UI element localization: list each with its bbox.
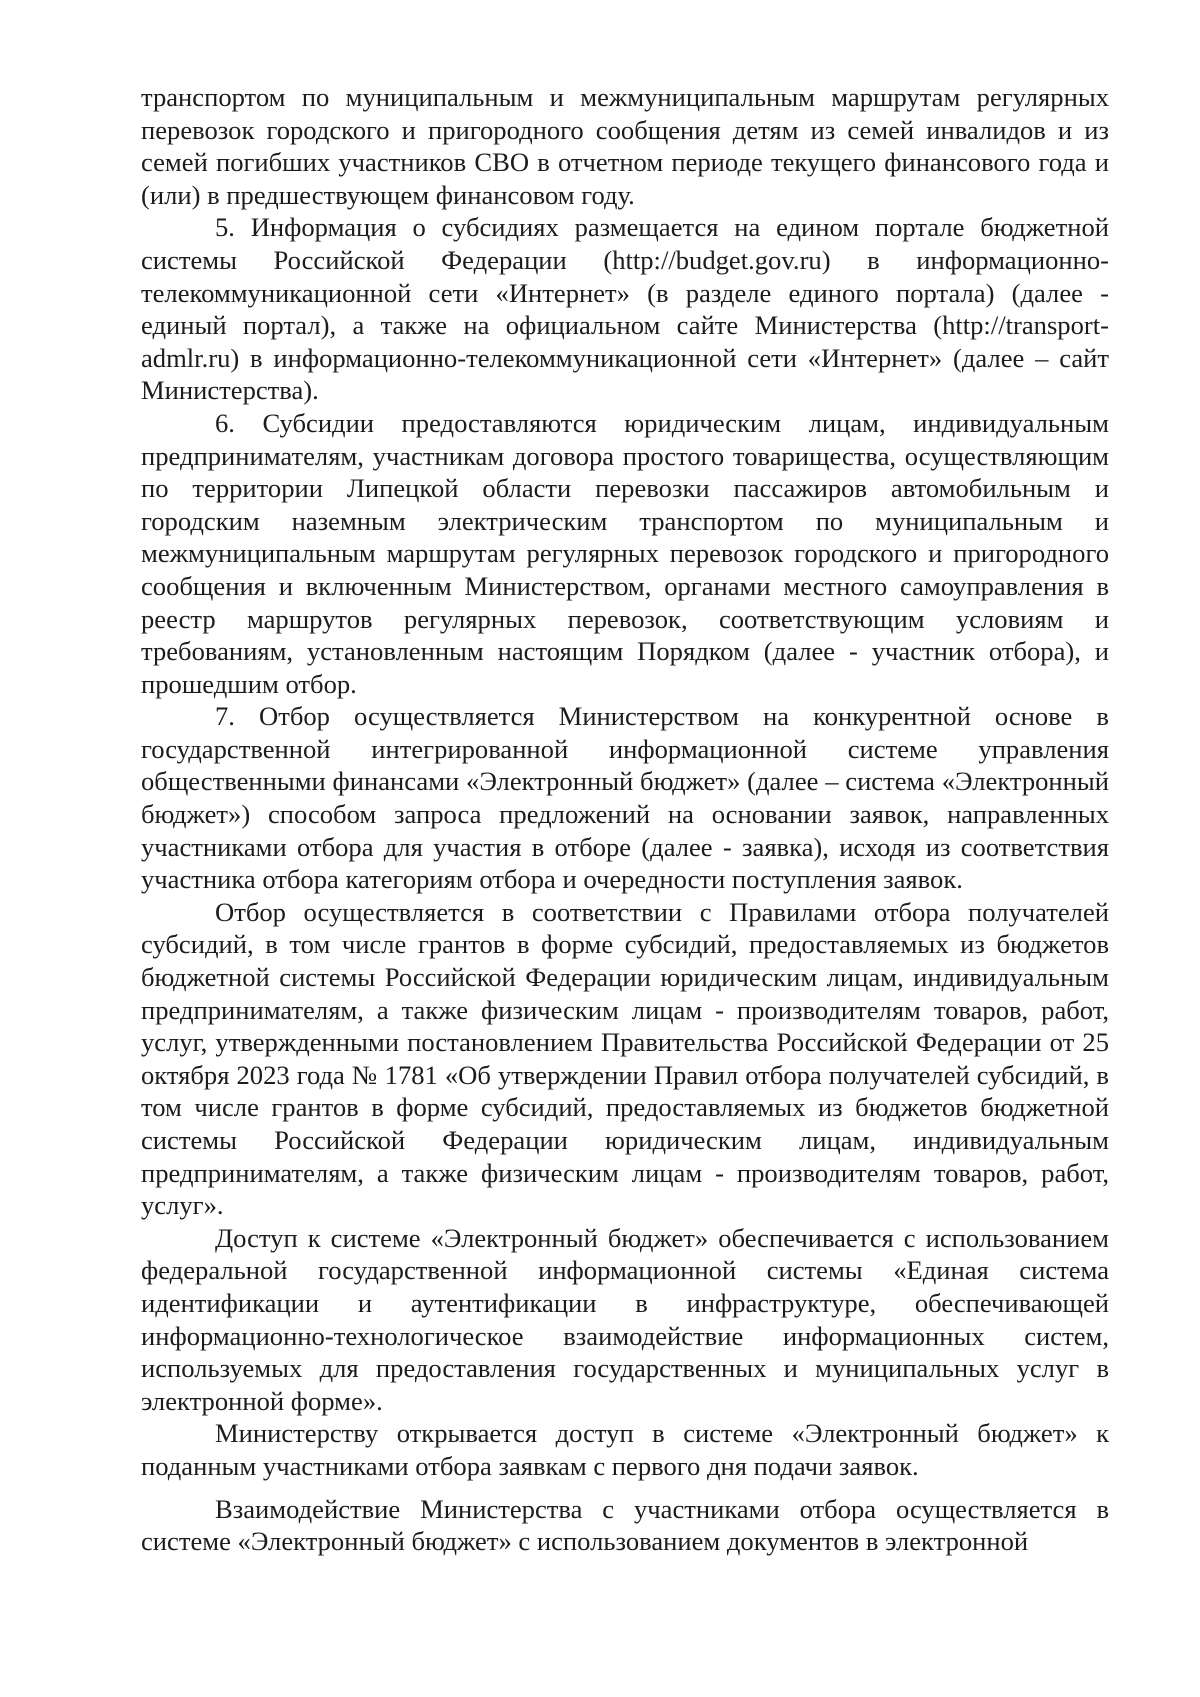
paragraph-item-7: 7. Отбор осуществляется Министерством на конкурентной основе в государственной интегрированной информационной системе управления общественными финансами «Электронный бюджет» (далее – система «Электронный бюджет») способом запроса предложений на основании заявок, направленных участниками отбора для участия в отборе (далее - заявка), исходя из соответствия участника отбора категориям отбора и очередности поступления заявок. [141,701,1109,895]
paragraph-access-system: Доступ к системе «Электронный бюджет» обеспечивается с использованием федеральной государственной информационной системы «Единая система идентификации и аутентификации в инфраструктуре, обеспечивающей информационно-технологическое взаимодействие информационных систем, используемых для предоставления государственных и муниципальных услуг в электронной форме». [141,1222,1109,1416]
paragraph-item-5: 5. Информация о субсидиях размещается на едином портале бюджетной системы Российской Федерации (http://budget.gov.ru) в информационно-телекоммуникационной сети «Интернет» (в разделе единого портала) (далее - единый портал), а также на официальном сайте Министерства (http://transport-admlr.ru) в информационно-телекоммуникационной сети «Интернет» (далее – сайт Министерства). [141,212,1109,406]
paragraph-selection-rules: Отбор осуществляется в соответствии с Правилами отбора получателей субсидий, в том числе грантов в форме субсидий, предоставляемых из бюджетов бюджетной системы Российской Федерации юридическим лицам, индивидуальным предпринимателям, а также физическим лицам - производителям товаров, работ, услуг, утвержденными постановлением Правительства Российской Федерации от 25 октября 2023 года № 1781 «Об утверждении Правил отбора получателей субсидий, в том числе грантов в форме субсидий, предоставляемых из бюджетов бюджетной системы Российской Федерации юридическим лицам, индивидуальным предпринимателям, а также физическим лицам - производителям товаров, работ, услуг». [141,896,1109,1221]
document-body [141,81,1109,1558]
paragraph-interaction: Взаимодействие Министерства с участниками отбора осуществляется в системе «Электронный бюджет» с использованием документов в электронной [141,1493,1109,1557]
paragraph-continuation: транспортом по муниципальным и межмуниципальным маршрутам регулярных перевозок городского и пригородного сообщения детям из семей инвалидов и из семей погибших участников СВО в отчетном периоде текущего финансового года и (или) в предшествующем финансовом году. [141,82,1109,210]
paragraph-item-6: 6. Субсидии предоставляются юридическим лицам, индивидуальным предпринимателям, участникам договора простого товарищества, осуществляющим по территории Липецкой области перевозки пассажиров автомобильным и городским наземным электрическим транспортом по муниципальным и межмуниципальным маршрутам регулярных перевозок городского и пригородного сообщения и включенным Министерством, органами местного самоуправления в реестр маршрутов регулярных перевозок, соответствующим условиям и требованиям, установленным настоящим Порядком (далее - участник отбора), и прошедшим отбор. [141,407,1109,699]
paragraph-ministry-access: Министерству открывается доступ в системе «Электронный бюджет» к поданным участниками отбора заявкам с первого дня подачи заявок. [141,1418,1109,1481]
